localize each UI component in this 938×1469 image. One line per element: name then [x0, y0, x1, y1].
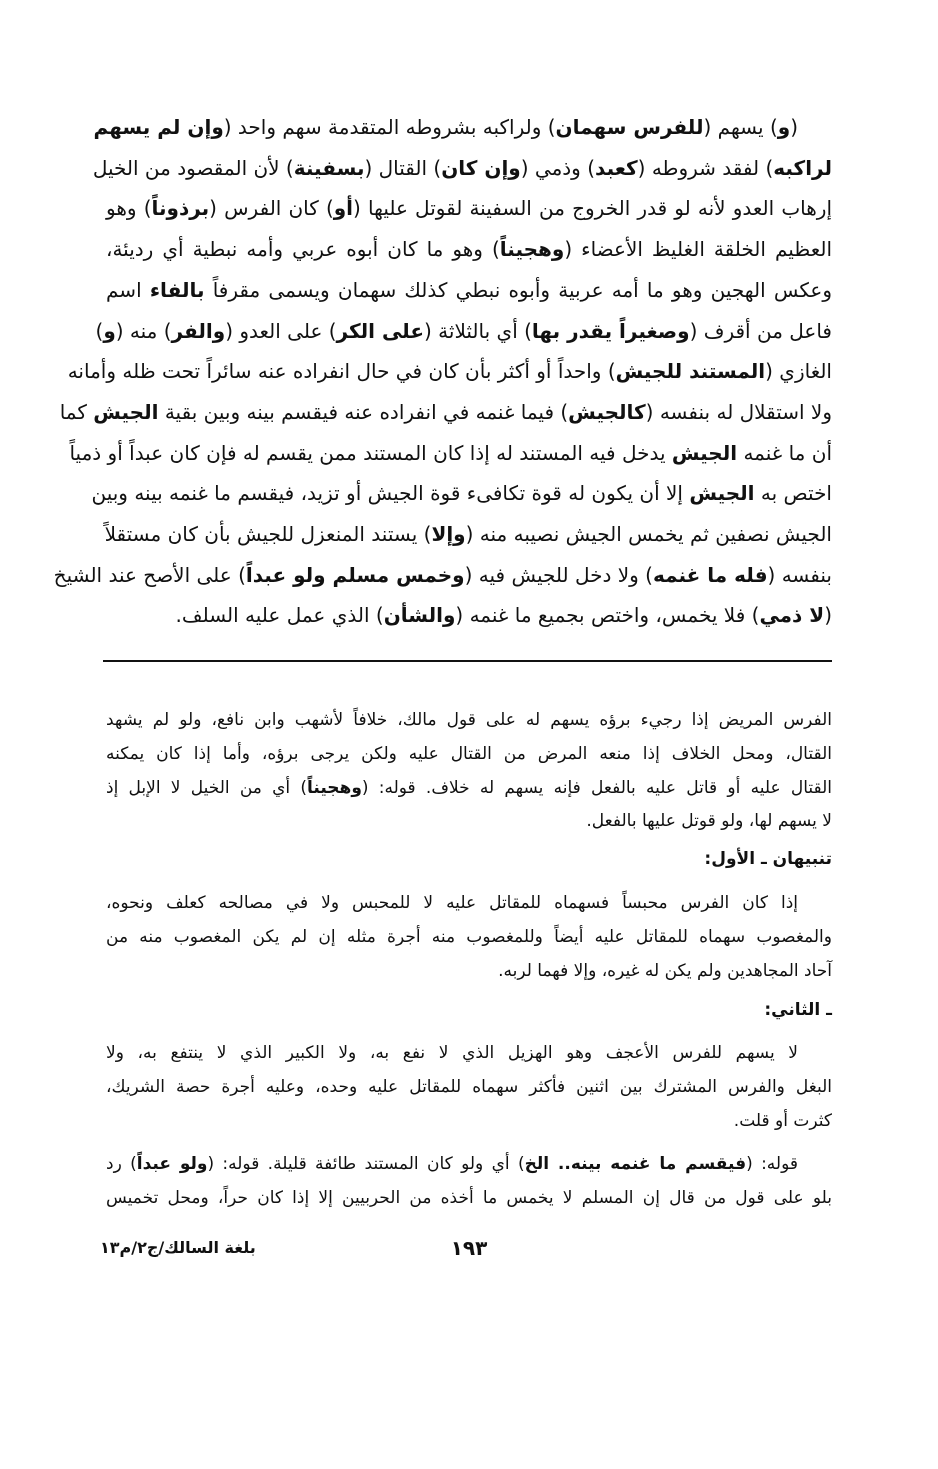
text-line [69, 435, 832, 471]
text-segment: الجيش نصفين ثم يخمس الجيش نصيبه منه ( [465, 522, 832, 546]
bold-text: وإن لم يسهم [93, 115, 224, 139]
text-line [106, 705, 832, 735]
bold-text: و [777, 115, 791, 139]
text-segment: ) ولا دخل للجيش فيه ( [464, 562, 653, 587]
text-segment: ولا استقلال له بنفسه ( [645, 399, 832, 424]
text-line [106, 190, 832, 226]
text-segment: ) يستند المنعزل للجيش بأن كان مستقلاً [104, 522, 432, 546]
text-segment: ) أي بالثلاثة ( [424, 318, 532, 343]
text-line [106, 844, 832, 874]
bold-text: أو [333, 196, 354, 221]
bold-text: لا ذمي [759, 603, 825, 628]
text-segment: ) لأن المقصود من الخيل [92, 155, 294, 180]
text-segment: ) وهو ما كان أبوه عربي وأمه نبطية أي رديئة، [106, 237, 500, 262]
text-segment: العظيم الخلقة الغليظ الأعضاء ( [564, 237, 832, 262]
bold-text: والشأن [383, 603, 456, 628]
bold-text: وإلا [431, 522, 466, 546]
footnote-separator [103, 660, 832, 662]
text-segment: ) على الأصح عند الشيخ [53, 562, 246, 587]
text-segment: ) فيما غنمه في انفراده عنه فيقسم بينه وبين بقية [158, 399, 569, 424]
text-segment: ) ولراكبه بشروطه المتقدمة سهم واحد ( [223, 115, 556, 139]
bold-text: تنبيهان ـ الأول: [704, 849, 832, 869]
bold-text: كالجيش [568, 399, 646, 424]
bold-text: على الكر [336, 318, 425, 343]
text-segment: ) منه ( [115, 318, 172, 343]
bold-text: والفر [171, 318, 226, 343]
text-line [106, 1106, 832, 1136]
text-line [106, 922, 832, 952]
text-segment: ) رد [106, 1154, 137, 1174]
text-segment: إذا كان الفرس محبساً فسهماه للمقاتل عليه لا للمحبس ولا في مصالحه كعلف ونحوه، [106, 893, 798, 913]
text-line [92, 150, 832, 186]
bold-text: للفرس سهمان [555, 115, 704, 139]
text-line [106, 773, 832, 803]
text-segment: ) يسهم ( [703, 115, 778, 139]
bold-text: الجيش [93, 399, 159, 424]
bold-text: الجيش [689, 481, 755, 506]
text-segment: فاعل من أقرف ( [689, 318, 832, 343]
text-segment: القتال، ومحل الخلاف إذا منعه المرض من القتال عليه ولكن يرجى برؤه، وأما إذا كان يمكنه [106, 744, 832, 764]
text-segment: ) على العدو ( [225, 318, 337, 343]
bold-text: فله ما غنمه [652, 562, 768, 587]
bold-text: وإن كان [441, 155, 521, 180]
text-segment: إلا أن يكون له قوة تكافىء قوة الجيش أو تزيد، فيقسم ما غنمه بينه وبين [91, 481, 690, 506]
text-segment: لا يسهم للفرس الأعجف وهو الهزيل الذي لا نفع به، ولا الكبير الذي لا ينتفع به، ولا [106, 1043, 798, 1063]
bold-text: وخمس مسلم ولو عبداً [245, 562, 465, 587]
text-segment: قوله: ( [746, 1154, 798, 1174]
text-segment: يدخل فيه المستند له إذا كان المستند ممن يقسم له فإن كان عبداً أو ذمياً [69, 440, 672, 465]
text-line [106, 995, 832, 1025]
text-segment: كثرت أو قلت. [733, 1111, 832, 1131]
bold-text: وهجيناً [499, 237, 565, 262]
bold-text: برذوناً [151, 196, 210, 221]
bold-text: المستند للجيش [615, 359, 766, 384]
bold-text: فيقسم ما غنمه بينه.. الخ [524, 1154, 747, 1174]
text-segment: ( [790, 115, 798, 139]
text-segment: بلو على قول من قال إن المسلم لا يخمس ما أخذه من الحربيين إلا إذا كان حراً، ومحل تخميس [106, 1188, 832, 1208]
bold-text: كعبد [595, 155, 638, 180]
text-segment: أن ما غنمه [737, 440, 832, 465]
text-line [106, 1072, 832, 1102]
text-segment: آحاد المجاهدين ولم يكن له غيره، وإلا فهما لربه. [498, 961, 832, 981]
page-number: ١٩٣ [450, 1236, 488, 1260]
text-line [93, 109, 832, 145]
text-segment: ) لفقد شروطه ( [637, 155, 774, 180]
text-segment: ) [95, 318, 104, 343]
text-segment: البغل والفرس المشترك بين اثنين فأكثر سهماه للمقاتل عليه وحده، وعليه أجرة حصة الشريك، [106, 1077, 832, 1097]
text-line [106, 956, 832, 986]
bold-text: ـ الثاني: [764, 1000, 832, 1020]
text-segment: والمغصوب سهماه للمقاتل عليه أيضاً وللمغصوب منه أجرة مثله إن لم يكن المغصوب منه من [106, 927, 832, 947]
text-line [95, 313, 832, 349]
text-line [67, 353, 832, 389]
bold-text: بالفاء [149, 277, 205, 302]
text-segment: ) واحداً أو أكثر بأن كان في حال انفراده عنه سائراً تحت ظله وأمانه [67, 359, 616, 384]
text-segment: ) وهو [106, 196, 152, 221]
bold-text: وهجيناً [307, 778, 362, 798]
text-line [106, 1183, 832, 1213]
text-line [106, 739, 832, 769]
text-segment: بنفسه ( [767, 562, 832, 587]
bold-text: لراكبه [773, 155, 832, 180]
text-segment: الغازي ( [765, 359, 832, 384]
text-line [106, 272, 832, 308]
text-segment: الفرس المريض إذا رجيء برؤه يسهم له على قول مالك، خلافاً لأشهب وابن نافع، ولو لم يشهد [106, 710, 832, 730]
text-segment: اختص به [754, 481, 832, 506]
text-line [106, 1038, 832, 1068]
bold-text: ولو عبداً [136, 1154, 208, 1174]
bold-text: وصغيراً يقدر بها [531, 318, 690, 343]
text-segment: ) الذي عمل عليه السلف. [175, 603, 384, 628]
text-segment: كما [59, 399, 94, 424]
text-segment: لا يسهم لها، ولو قوتل عليها بالفعل. [586, 811, 832, 831]
text-line [106, 1149, 832, 1179]
text-segment: ) وذمي ( [520, 155, 596, 180]
bold-text: بسفينة [293, 155, 365, 180]
text-segment: وعكس الهجين وهو ما أمه عربية وأبوه نبطي كذلك سهمان ويسمى مقرفاً [204, 277, 833, 302]
bold-text: و [103, 318, 116, 343]
text-segment: ) كان الفرس ( [209, 196, 334, 221]
text-line [59, 394, 832, 430]
bold-text: الجيش [671, 440, 738, 465]
text-segment: ) أي ولو كان المستند طائفة قليلة. قوله: ( [207, 1154, 525, 1174]
text-segment: ) فلا يخمس، واختص بجميع ما غنمه ( [455, 603, 760, 628]
text-line [53, 557, 832, 593]
text-line [106, 806, 832, 836]
text-segment: اسم [106, 277, 150, 302]
text-segment: ( [824, 603, 832, 628]
text-segment: القتال عليه أو قاتل عليه بالفعل فإنه يسهم له خلاف. قوله: ( [361, 778, 833, 798]
text-line [106, 597, 832, 633]
text-segment: ) أي من الخيل لا الإبل إذ [106, 778, 308, 798]
printer-signature: بلغة السالك/ج٢/م١٣ [100, 1238, 256, 1257]
text-line [91, 475, 832, 511]
text-line [106, 888, 832, 918]
text-line [106, 231, 832, 267]
text-segment: إرهاب العدو لأنه لو قدر الخروج من السفينة لقوتل عليها ( [353, 196, 832, 221]
text-line [106, 516, 832, 552]
text-segment: ) القتال ( [364, 155, 442, 180]
